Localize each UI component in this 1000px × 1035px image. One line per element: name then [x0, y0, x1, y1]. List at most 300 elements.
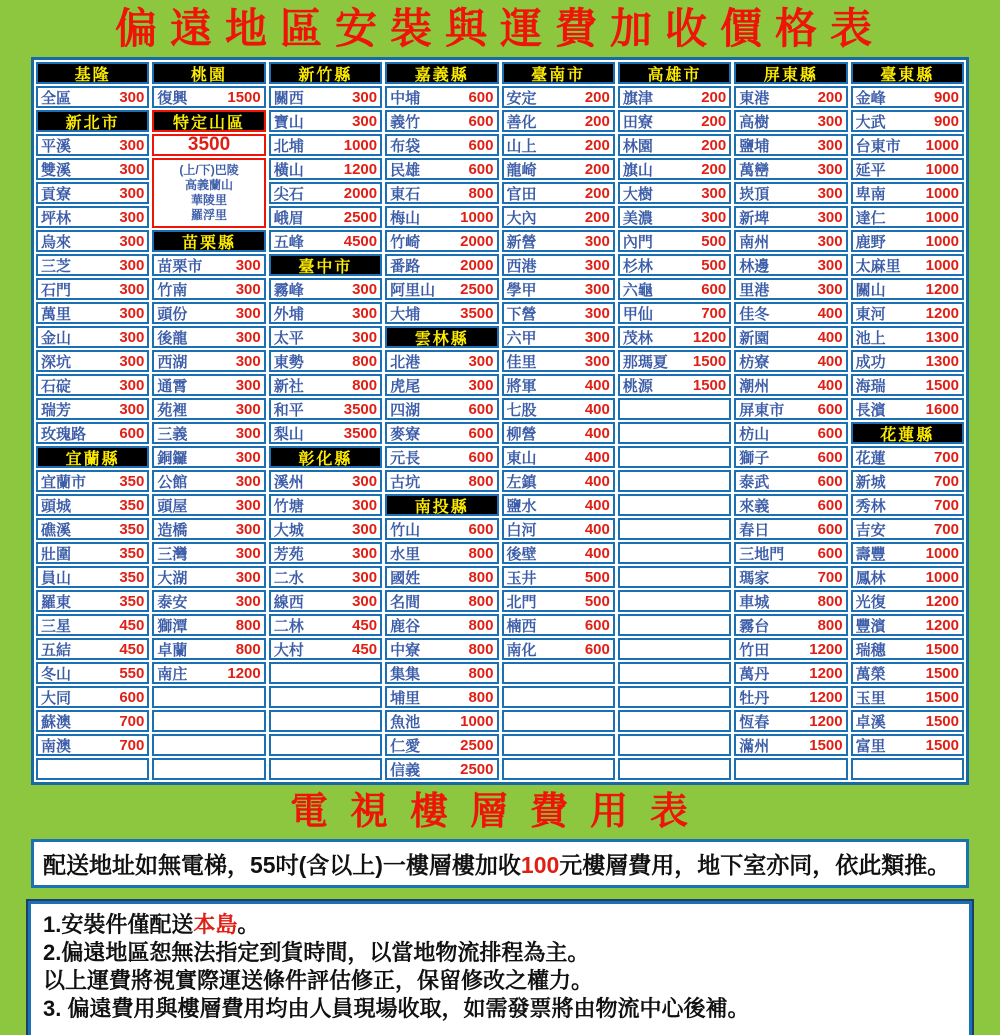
district-name: 七股 — [506, 401, 537, 419]
fee-amount: 600 — [119, 424, 145, 442]
fee-row — [502, 542, 615, 564]
district-name: 竹山 — [390, 521, 421, 539]
fee-amount: 1000 — [925, 232, 959, 250]
district-name: 東山 — [506, 449, 537, 467]
district-name: 關山 — [855, 281, 886, 299]
fee-row — [36, 86, 149, 108]
fee-amount: 1500 — [925, 664, 959, 682]
district-name: 大內 — [506, 209, 537, 227]
district-name: 貢寮 — [41, 185, 72, 203]
fee-row — [734, 134, 847, 156]
fee-row — [385, 230, 498, 252]
fee-amount: 300 — [235, 448, 261, 466]
fee-row — [734, 686, 847, 708]
empty-cell — [618, 590, 731, 612]
district-name: 造橋 — [157, 521, 188, 539]
fee-row — [385, 662, 498, 684]
district-name: 玉里 — [855, 689, 886, 707]
district-name: 瑞芳 — [41, 401, 72, 419]
section-header: 新竹縣 — [269, 62, 382, 84]
fee-amount: 300 — [235, 376, 261, 394]
fee-amount: 600 — [817, 448, 843, 466]
empty-cell — [152, 758, 265, 780]
fee-row — [36, 374, 149, 396]
district-name: 北門 — [506, 593, 537, 611]
district-name: 內門 — [622, 233, 653, 251]
fee-row — [734, 518, 847, 540]
fee-amount: 1000 — [343, 136, 378, 154]
district-name: 大埔 — [390, 305, 421, 323]
fee-row — [36, 278, 149, 300]
fee-amount: 300 — [352, 544, 378, 562]
fee-amount: 600 — [119, 688, 145, 706]
floor-note-amount: 100 — [520, 852, 560, 878]
district-name: 梅山 — [390, 209, 421, 227]
fee-amount: 350 — [119, 496, 145, 514]
fee-amount: 300 — [817, 136, 843, 154]
fee-row — [385, 398, 498, 420]
section-header: 臺南市 — [502, 62, 615, 84]
district-name: 將軍 — [506, 377, 537, 395]
fee-row — [618, 158, 731, 180]
district-name: 羅東 — [41, 593, 72, 611]
fee-row — [618, 230, 731, 252]
fee-amount: 300 — [235, 328, 261, 346]
fee-amount: 300 — [352, 280, 378, 298]
fee-amount: 300 — [235, 424, 261, 442]
fee-amount: 1500 — [692, 352, 727, 370]
fee-row — [734, 158, 847, 180]
fee-amount: 2500 — [460, 760, 494, 778]
district-name: 峨眉 — [273, 209, 304, 227]
region-column-5 — [502, 62, 615, 780]
fee-row — [851, 278, 964, 300]
fee-amount: 200 — [701, 160, 727, 178]
district-name: 光復 — [855, 593, 886, 611]
fee-row — [502, 350, 615, 372]
district-name: 苑裡 — [157, 401, 188, 419]
fee-row — [618, 254, 731, 276]
district-name: 秀林 — [855, 497, 886, 515]
district-name: 甲仙 — [622, 305, 653, 323]
page-title: 偏遠地區安裝與運費加收價格表 — [114, 5, 885, 52]
fee-amount: 300 — [352, 304, 378, 322]
fee-amount: 450 — [352, 616, 378, 634]
empty-cell — [502, 734, 615, 756]
fee-row — [502, 614, 615, 636]
fee-amount: 400 — [584, 544, 610, 562]
district-name: 玫瑰路 — [41, 425, 87, 443]
fee-amount: 300 — [701, 184, 727, 202]
fee-row — [618, 278, 731, 300]
district-name: 延平 — [855, 161, 886, 179]
fee-amount: 450 — [119, 616, 145, 634]
fee-amount: 700 — [933, 520, 959, 538]
fee-row — [269, 566, 382, 588]
fee-row — [385, 542, 498, 564]
district-name: 新埤 — [739, 209, 770, 227]
region-column-4 — [385, 62, 498, 780]
fee-amount: 1300 — [925, 328, 959, 346]
fee-row — [851, 494, 964, 516]
fee-amount: 300 — [235, 472, 261, 490]
fee-row — [618, 350, 731, 372]
empty-cell — [618, 758, 731, 780]
district-name: 玉井 — [506, 569, 537, 587]
fee-amount: 300 — [584, 352, 610, 370]
district-name: 池上 — [855, 329, 886, 347]
fee-row — [269, 302, 382, 324]
district-name: 杉林 — [622, 257, 653, 275]
fee-amount: 600 — [817, 400, 843, 418]
district-name: 頭屋 — [157, 497, 188, 515]
district-name: 海瑞 — [855, 377, 886, 395]
fee-amount: 2000 — [343, 184, 378, 202]
fee-row — [36, 134, 149, 156]
district-name: 二水 — [273, 569, 304, 587]
floor-note-text-post: 元樓層費用，地下室亦同，依此類推。 — [559, 852, 951, 878]
fee-amount: 1200 — [925, 616, 959, 634]
fee-row — [851, 638, 964, 660]
fee-amount: 500 — [701, 232, 727, 250]
fee-amount: 900 — [933, 112, 959, 130]
empty-cell — [269, 758, 382, 780]
special-zone-area-line: 華陵里 — [191, 193, 228, 207]
empty-cell — [618, 734, 731, 756]
fee-row — [502, 206, 615, 228]
fee-amount: 300 — [235, 256, 261, 274]
district-name: 佳里 — [506, 353, 537, 371]
fee-row — [734, 182, 847, 204]
empty-cell — [269, 686, 382, 708]
fee-row — [385, 158, 498, 180]
district-name: 林邊 — [739, 257, 770, 275]
district-name: 滿州 — [739, 737, 770, 755]
empty-cell — [618, 542, 731, 564]
district-name: 義竹 — [390, 113, 421, 131]
fee-amount: 200 — [584, 88, 610, 106]
fee-amount: 800 — [468, 568, 494, 586]
district-name: 霧台 — [739, 617, 770, 635]
district-name: 卑南 — [855, 185, 886, 203]
district-name: 信義 — [390, 761, 421, 779]
fee-row — [385, 374, 498, 396]
fee-row — [36, 686, 149, 708]
fee-row — [734, 302, 847, 324]
fee-amount: 200 — [584, 112, 610, 130]
fee-row — [851, 110, 964, 132]
fee-amount: 700 — [701, 304, 727, 322]
district-name: 來義 — [739, 497, 770, 515]
fee-row — [385, 86, 498, 108]
fee-row — [851, 350, 964, 372]
district-name: 寶山 — [273, 113, 304, 131]
fee-amount: 1500 — [227, 88, 261, 106]
district-name: 高樹 — [739, 113, 770, 131]
section-header: 南投縣 — [385, 494, 498, 516]
district-name: 東港 — [739, 89, 770, 107]
fee-amount: 200 — [701, 112, 727, 130]
fee-row — [36, 518, 149, 540]
empty-cell — [618, 398, 731, 420]
fee-amount: 1500 — [925, 712, 959, 730]
fee-row — [269, 230, 382, 252]
district-name: 山上 — [506, 137, 537, 155]
fee-amount: 1200 — [925, 280, 959, 298]
fee-row — [734, 422, 847, 444]
note-line-3: 以上運費將視實際運送條件評估修正，保留修改之權力。 — [43, 968, 594, 993]
fee-amount: 300 — [584, 232, 610, 250]
district-name: 大村 — [273, 641, 304, 659]
fee-row — [385, 518, 498, 540]
fee-amount: 350 — [119, 592, 145, 610]
fee-amount: 700 — [933, 472, 959, 490]
district-name: 深坑 — [41, 353, 72, 371]
fee-row — [502, 326, 615, 348]
district-name: 蘇澳 — [41, 713, 72, 731]
empty-cell — [152, 686, 265, 708]
district-name: 瑪家 — [739, 569, 770, 587]
district-name: 吉安 — [855, 521, 886, 539]
fee-row — [851, 326, 964, 348]
section-header: 花蓮縣 — [851, 422, 964, 444]
fee-amount: 400 — [817, 376, 843, 394]
fee-row — [502, 254, 615, 276]
district-name: 恆春 — [739, 713, 770, 731]
district-name: 達仁 — [855, 209, 886, 227]
fee-row — [269, 86, 382, 108]
fee-amount: 1000 — [925, 208, 959, 226]
fee-amount: 350 — [119, 472, 145, 490]
district-name: 大同 — [41, 689, 72, 707]
empty-cell — [36, 758, 149, 780]
section-header: 基隆 — [36, 62, 149, 84]
district-name: 萬丹 — [739, 665, 770, 683]
fee-amount: 1000 — [925, 544, 959, 562]
district-name: 霧峰 — [273, 281, 304, 299]
fee-row — [36, 662, 149, 684]
empty-cell — [618, 686, 731, 708]
fee-row — [385, 710, 498, 732]
fee-amount: 1600 — [925, 400, 959, 418]
fee-amount: 300 — [701, 208, 727, 226]
district-name: 復興 — [157, 89, 188, 107]
fee-amount: 300 — [584, 304, 610, 322]
fee-row — [269, 158, 382, 180]
fee-row — [152, 638, 265, 660]
district-name: 旗津 — [622, 89, 653, 107]
fee-row — [269, 398, 382, 420]
empty-cell — [269, 662, 382, 684]
special-zone-fee — [152, 134, 265, 156]
empty-cell — [618, 566, 731, 588]
fee-amount: 300 — [119, 376, 145, 394]
fee-amount: 300 — [352, 112, 378, 130]
fee-amount: 600 — [817, 472, 843, 490]
fee-amount: 800 — [235, 640, 261, 658]
fee-row — [734, 110, 847, 132]
district-name: 大城 — [273, 521, 304, 539]
district-name: 旗山 — [622, 161, 653, 179]
district-name: 龍崎 — [506, 161, 537, 179]
district-name: 全區 — [41, 89, 72, 107]
district-name: 溪州 — [273, 473, 304, 491]
district-name: 學甲 — [506, 281, 537, 299]
district-name: 竹塘 — [273, 497, 304, 515]
fee-row — [851, 662, 964, 684]
fee-row — [36, 566, 149, 588]
fee-amount: 500 — [584, 568, 610, 586]
fee-amount: 1000 — [925, 136, 959, 154]
fee-amount: 300 — [352, 328, 378, 346]
district-name: 佳冬 — [739, 305, 770, 323]
fee-amount: 500 — [584, 592, 610, 610]
district-name: 竹南 — [157, 281, 188, 299]
fee-amount: 800 — [468, 472, 494, 490]
district-name: 屏東市 — [739, 401, 785, 419]
section-header: 桃園 — [152, 62, 265, 84]
fee-row — [385, 614, 498, 636]
fee-amount: 300 — [235, 400, 261, 418]
district-name: 長濱 — [855, 401, 886, 419]
district-name: 平溪 — [41, 137, 72, 155]
fee-row — [385, 566, 498, 588]
fee-amount: 1500 — [925, 688, 959, 706]
empty-cell — [152, 710, 265, 732]
fee-amount: 1500 — [809, 736, 843, 754]
fee-row — [618, 374, 731, 396]
district-name: 通霄 — [157, 377, 188, 395]
fee-row — [152, 398, 265, 420]
fee-row — [385, 254, 498, 276]
section-header: 宜蘭縣 — [36, 446, 149, 468]
fee-amount: 400 — [584, 400, 610, 418]
fee-row — [851, 86, 964, 108]
fee-row — [851, 206, 964, 228]
empty-cell — [618, 470, 731, 492]
empty-cell — [851, 758, 964, 780]
fee-amount: 300 — [352, 496, 378, 514]
empty-cell — [502, 710, 615, 732]
district-name: 南州 — [739, 233, 770, 251]
fee-amount: 400 — [584, 424, 610, 442]
empty-cell — [618, 710, 731, 732]
fee-row — [385, 470, 498, 492]
fee-row — [851, 302, 964, 324]
fee-row — [152, 590, 265, 612]
district-name: 尖石 — [273, 185, 304, 203]
special-zone-area-line: 高義蘭山 — [185, 178, 234, 192]
fee-row — [734, 734, 847, 756]
fee-amount: 400 — [817, 352, 843, 370]
district-name: 烏來 — [41, 233, 72, 251]
fee-row — [36, 422, 149, 444]
fee-amount: 2500 — [460, 280, 494, 298]
fee-amount: 1200 — [227, 664, 261, 682]
fee-amount: 700 — [119, 712, 145, 730]
fee-row — [152, 518, 265, 540]
district-name: 左鎮 — [506, 473, 537, 491]
fee-amount: 450 — [352, 640, 378, 658]
fee-amount: 300 — [119, 400, 145, 418]
fee-amount: 1200 — [692, 328, 727, 346]
fee-amount: 1000 — [460, 208, 494, 226]
special-zone-area-line: 羅浮里 — [191, 208, 228, 222]
region-column-3 — [269, 62, 382, 780]
empty-cell — [618, 446, 731, 468]
fee-amount: 400 — [817, 304, 843, 322]
district-name: 白河 — [506, 521, 537, 539]
district-name: 柳營 — [506, 425, 537, 443]
fee-amount: 200 — [701, 136, 727, 154]
fee-row — [502, 422, 615, 444]
fee-amount: 1000 — [925, 256, 959, 274]
empty-cell — [618, 638, 731, 660]
district-name: 萬里 — [41, 305, 72, 323]
district-name: 魚池 — [390, 713, 421, 731]
district-name: 里港 — [739, 281, 770, 299]
fee-amount: 600 — [468, 520, 494, 538]
fee-row — [734, 278, 847, 300]
empty-cell — [152, 734, 265, 756]
district-name: 枋山 — [739, 425, 770, 443]
fee-amount: 1200 — [925, 592, 959, 610]
district-name: 苗栗市 — [157, 257, 203, 275]
fee-row — [152, 302, 265, 324]
fee-row — [269, 374, 382, 396]
fee-amount: 300 — [352, 88, 378, 106]
region-column-1 — [36, 62, 149, 780]
district-name: 石門 — [41, 281, 72, 299]
fee-amount: 300 — [119, 136, 145, 154]
fee-amount: 300 — [817, 232, 843, 250]
fee-row — [502, 638, 615, 660]
fee-amount: 3500 — [460, 304, 494, 322]
fee-row — [734, 206, 847, 228]
district-name: 後壁 — [506, 545, 537, 563]
district-name: 南庄 — [157, 665, 188, 683]
fee-amount: 600 — [817, 544, 843, 562]
fee-row — [618, 110, 731, 132]
fee-row — [851, 734, 964, 756]
fee-amount: 1200 — [809, 712, 843, 730]
fee-row — [385, 278, 498, 300]
district-name: 大湖 — [157, 569, 188, 587]
district-name: 泰武 — [739, 473, 770, 491]
fee-row — [502, 110, 615, 132]
fee-row — [152, 254, 265, 276]
fee-row — [851, 134, 964, 156]
fee-amount: 300 — [817, 184, 843, 202]
fee-row — [36, 326, 149, 348]
fee-row — [385, 686, 498, 708]
fee-amount: 350 — [119, 568, 145, 586]
fee-row — [502, 278, 615, 300]
fee-row — [152, 662, 265, 684]
fee-amount: 4500 — [343, 232, 378, 250]
fee-amount: 200 — [701, 88, 727, 106]
district-name: 潮州 — [739, 377, 770, 395]
fee-row — [36, 542, 149, 564]
fee-row — [385, 638, 498, 660]
fee-row — [851, 182, 964, 204]
fee-row — [851, 710, 964, 732]
empty-cell — [618, 422, 731, 444]
district-name: 成功 — [855, 353, 886, 371]
fee-amount: 600 — [817, 496, 843, 514]
note-line-2: 2.偏遠地區恕無法指定到貨時間，以當地物流排程為主。 — [43, 940, 590, 965]
district-name: 雙溪 — [41, 161, 72, 179]
